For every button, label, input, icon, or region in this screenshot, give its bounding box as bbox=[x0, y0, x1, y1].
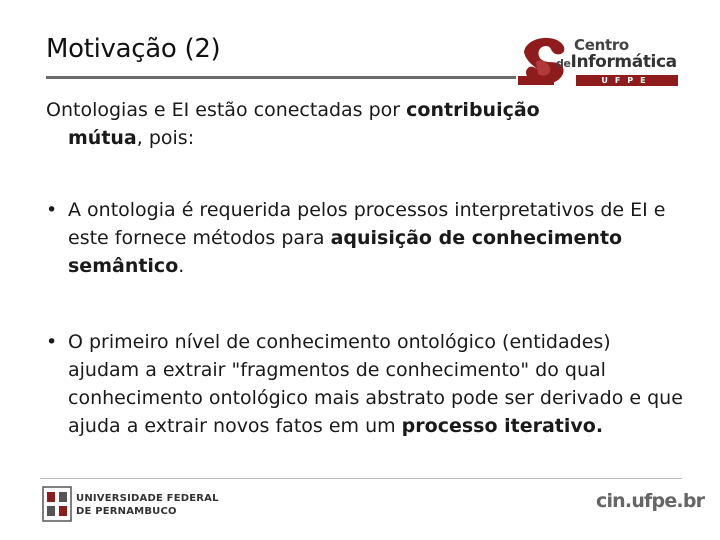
bullet-1-text-2: e este fornece métodos para bbox=[68, 199, 666, 249]
bullet-1-text-3: . bbox=[178, 255, 185, 277]
intro-text-3: , pois: bbox=[136, 127, 195, 149]
bullet-2-text-1: O primeiro nível de conhecimento ontológico (entidades) ajudam a extrair "fragmentos de conhecimento" do qual conhecimento ontológico mais abstrato pode ser derivado e que ajuda a extrair novos fatos em um bbox=[68, 331, 683, 437]
bullet-1-text-1: A ontologia é requerida pelos processos interpretativos de bbox=[68, 199, 631, 221]
bullet-item bbox=[46, 196, 686, 280]
logo-de: de bbox=[556, 57, 571, 70]
bullet-item bbox=[46, 328, 686, 440]
intro-text-1: Ontologias e bbox=[46, 99, 172, 121]
ufpe-name bbox=[76, 492, 219, 518]
cin-url-logo: cin.ufpe.br bbox=[596, 490, 705, 512]
bullet-1-bold: aquisição de conhecimento semântico bbox=[68, 227, 623, 277]
title-underline bbox=[46, 76, 516, 79]
cin-logo bbox=[516, 30, 682, 90]
ufpe-name-line2: DE PERNAMBUCO bbox=[76, 506, 177, 517]
ufpe-logo bbox=[40, 484, 240, 524]
logo-centro: Centro bbox=[574, 36, 629, 54]
footer-divider bbox=[40, 478, 682, 479]
ufpe-crest-icon bbox=[42, 486, 72, 522]
ufpe-name-line1: UNIVERSIDADE FEDERAL bbox=[76, 493, 219, 504]
bullet-1-ei: EI bbox=[630, 199, 648, 221]
intro-paragraph bbox=[46, 96, 686, 152]
intro-ei: EI bbox=[171, 99, 190, 121]
intro-bold-mutua: mútua bbox=[68, 127, 137, 149]
intro-text-2: estão conectadas por bbox=[189, 99, 407, 121]
bullet-2-bold: processo iterativo. bbox=[401, 415, 604, 437]
logo-informatica bbox=[556, 52, 677, 72]
logo-informatica-text: Informática bbox=[570, 52, 677, 72]
bullet-marker: • bbox=[46, 199, 58, 221]
bullet-marker: • bbox=[46, 331, 58, 353]
intro-bold-contribuicao: contribuição bbox=[406, 99, 540, 121]
slide-title: Motivação (2) bbox=[46, 34, 221, 64]
logo-ufpe-bar: UFPE bbox=[576, 75, 678, 86]
